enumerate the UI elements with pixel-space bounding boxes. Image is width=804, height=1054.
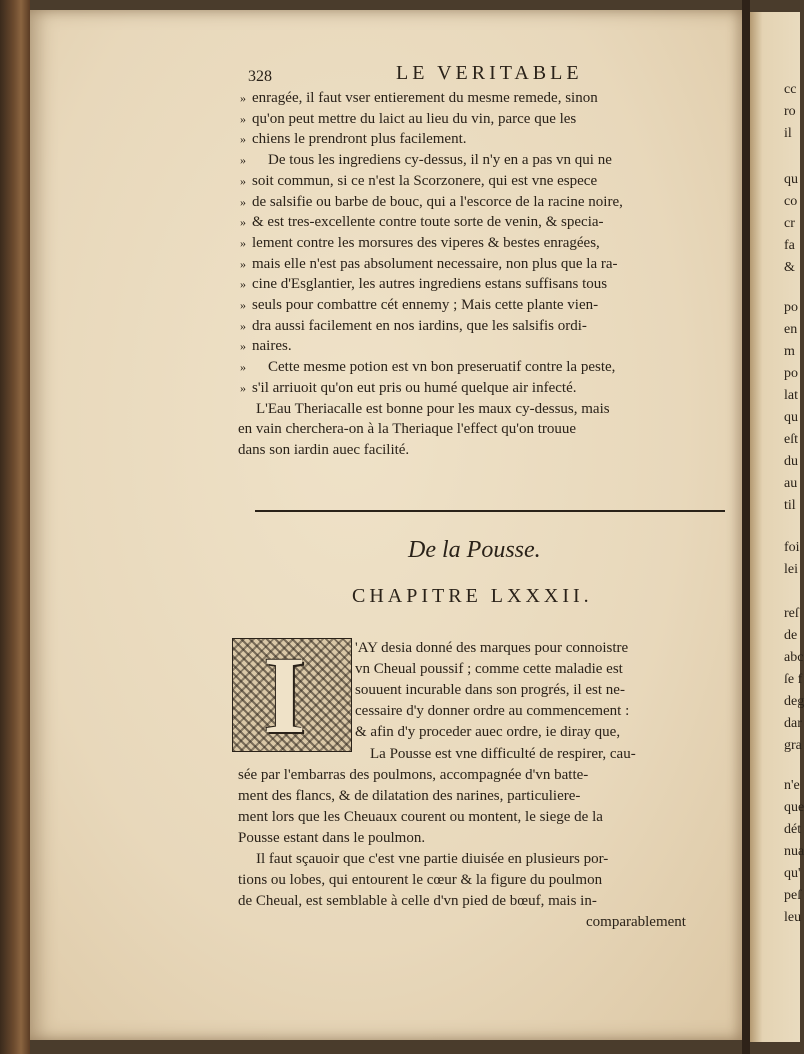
quote-mark: » [240,194,246,209]
facing-page-fragment: co [784,194,798,209]
facing-page-fragment: du [784,454,798,469]
quote-mark: » [240,339,246,354]
quote-mark: » [240,298,246,312]
book-binding [0,0,30,1054]
text-line: enragée, il faut vser entierement du mesme remede, sinon [252,90,598,106]
page-number: 328 [248,68,272,85]
facing-page-fragment: abc [784,650,804,665]
facing-page-fragment: reſ [784,606,799,621]
chapter-heading: CHAPITRE LXXXII. [352,585,593,607]
quote-mark: » [240,215,246,230]
text-line: cine d'Esglantier, les autres ingrediens estans suffisans tous [252,276,608,293]
text-line: dra aussi facilement en nos iardins, que les salsifis ordi- [252,317,587,334]
text-line: lement contre les morsures des viperes & bestes enragées, [252,234,600,251]
facing-page-fragment: qu [784,410,798,425]
text-line: 'AY desia donné des marques pour connoistre [355,640,629,656]
facing-page-fragment: cr [784,216,795,231]
facing-page-fragment: dét [784,822,802,837]
text-line: & afin d'y proceder auec ordre, ie diray que, [355,724,621,741]
text-line: & est tres-excellente contre toute sorte de venin, & specia- [252,214,604,231]
text-line: mais elle n'est pas absolument necessaire, non plus que la ra- [252,255,618,272]
facing-page-fragment: po [784,366,798,381]
facing-page-fragment: po [784,300,798,315]
quote-mark: » [240,153,246,168]
book-gutter [742,0,750,1054]
facing-page-fragment: au [784,476,798,491]
text-line: Il faut sçauoir que c'est vne partie diuisée en plusieurs por- [256,851,609,867]
facing-page-fragment: que [784,800,804,815]
quote-mark: » [240,91,246,105]
facing-page-fragment: m [784,344,795,359]
quote-mark: » [240,111,246,126]
text-line: naires. [252,338,292,355]
text-line: de salsifie ou barbe de bouc, qui a l'escorce de la racine noire, [252,193,623,210]
facing-page-fragment: lat [784,388,798,403]
text-line: ment lors que les Cheuaux courent ou montent, le siege de la [238,808,603,825]
text-line: seuls pour combattre cét ennemy ; Mais cette plante vien- [252,297,599,313]
text-line: en vain cherchera-on à la Theriaque l'effect qu'on trouue [238,421,577,438]
text-line: s'il arriuoit qu'on eut pris ou humé quelque air infecté. [252,379,577,396]
facing-page-fragment: leu [784,910,802,925]
facing-page-fragment: eſt [784,432,798,447]
facing-page-fragment: deg [784,694,804,709]
facing-page-fragment: foi [784,540,800,555]
facing-page-fragment: nua [784,844,804,859]
dropcap-letter: I [263,634,306,756]
text-line: de Cheual, est semblable à celle d'vn pied de bœuf, mais in- [238,893,597,910]
facing-page-fragment: & [784,260,795,275]
ornamental-initial-icon [232,634,352,756]
text-line: tions ou lobes, qui entourent le cœur & la figure du poulmon [238,872,603,889]
facing-page-fragment: gra [784,738,802,753]
facing-page-fragment: n'e [784,778,800,793]
section-title: De la Pousse. [408,537,541,563]
facing-page-fragment: lei [784,562,798,577]
facing-page-fragment: cc [784,82,797,97]
facing-page-fragment: peſ [784,888,802,903]
quote-mark: » [240,173,246,188]
text-line: ment des flancs, & de dilatation des narines, particuliere- [238,787,581,804]
facing-page-fragment: de [784,628,798,643]
text-line: L'Eau Theriacalle est bonne pour les maux cy-dessus, mais [256,400,610,417]
text-line: chiens le prendront plus facilement. [252,131,467,148]
facing-page-fragment: til [784,498,796,513]
facing-page-fragment: ro [784,104,796,119]
text-line: souuent incurable dans son progrés, il est ne- [355,682,625,699]
text-line: De tous les ingrediens cy-dessus, il n'y en a pas vn qui ne [268,152,612,169]
quote-mark: » [240,256,246,271]
text-line: qu'on peut mettre du laict au lieu du vin, parce que les [252,110,577,127]
running-head: LE VERITABLE [396,62,583,84]
text-line: Pousse estant dans le poulmon. [238,829,426,846]
text-line: vn Cheual poussif ; comme cette maladie est [355,661,623,678]
facing-page-fragment: fa [784,238,795,253]
facing-page-edge [750,12,804,1042]
facing-page-fragment: qu' [784,866,801,881]
section-rule [255,510,725,512]
quote-mark: » [240,380,246,395]
facing-page-fragment: en [784,322,798,337]
quote-mark: » [240,235,246,250]
text-line: dans son iardin auec facilité. [238,441,410,458]
text-line: comparablement [586,914,686,931]
text-line: sée par l'embarras des poulmons, accompagnée d'vn batte- [238,766,589,783]
text-line: cessaire d'y donner ordre au commencement : [355,703,630,720]
text-line: La Pousse est vne difficulté de respirer, cau- [370,745,636,762]
text-line: soit commun, si ce n'est la Scorzonere, qui est vne espece [252,172,598,189]
facing-page-fragment: ſe f [784,672,803,687]
quote-mark: » [240,277,246,292]
facing-page-fragment: il [784,126,792,141]
facing-page-fragment: qu [784,172,798,187]
quote-mark: » [240,360,246,375]
quote-mark: » [240,132,246,147]
text-line: Cette mesme potion est vn bon preseruatif contre la peste, [268,359,616,376]
facing-page-fragment: dar [784,716,802,731]
quote-mark: » [240,318,246,333]
